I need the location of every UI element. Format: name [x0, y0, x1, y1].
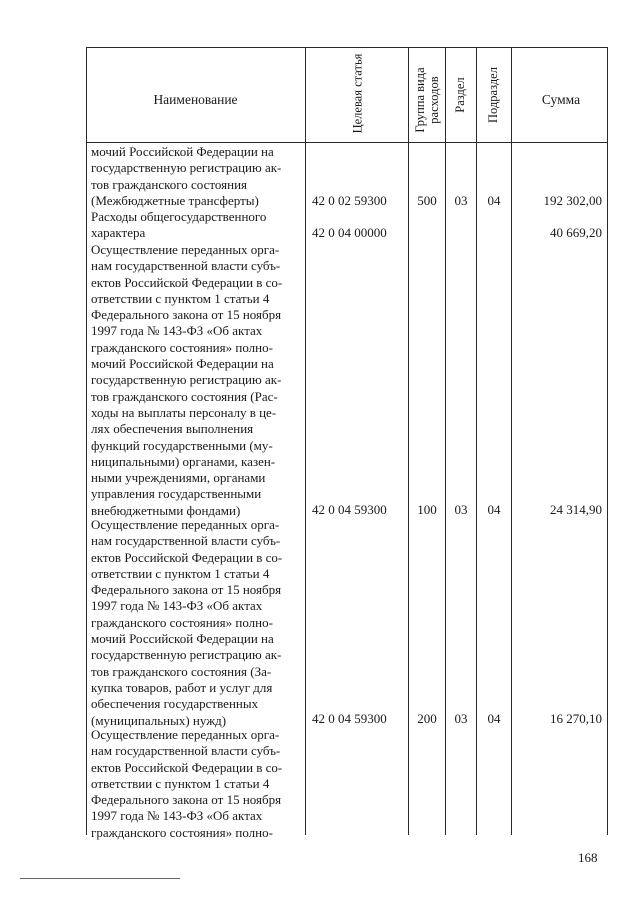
header-group: Группа вида расходов: [413, 67, 441, 133]
desc-line: государственную регистрацию ак-: [91, 372, 282, 388]
row-description: [91, 727, 303, 841]
desc-line: характера: [91, 225, 146, 241]
desc-line: гражданского состояния» полно-: [91, 339, 273, 355]
desc-line: Федерального закона от 15 ноября: [91, 582, 282, 598]
desc-line: ектов Российской Федерации в со-: [91, 274, 283, 290]
row-section: 03: [454, 711, 468, 726]
header-subsection: Подраздел: [486, 67, 500, 123]
desc-line: нам государственной власти субъ-: [91, 258, 281, 274]
header-target: Целевая статья: [350, 53, 365, 134]
desc-line: ектов Российской Федерации в со-: [91, 549, 283, 565]
desc-line: ными учреждениями, органами: [91, 470, 266, 486]
header-name: Наименование: [153, 92, 238, 107]
row-description: [91, 517, 303, 729]
row-section: 03: [454, 502, 468, 517]
desc-line: тов гражданского состояния (Рас-: [91, 388, 278, 404]
desc-line: внебюджетными фондами): [91, 502, 241, 518]
row-group: 500: [417, 193, 437, 208]
row-group: 100: [417, 502, 437, 517]
row-sum: 192 302,00: [543, 193, 602, 208]
desc-line: мочий Российской Федерации на: [91, 144, 274, 159]
desc-line: нам государственной власти субъ-: [91, 533, 281, 549]
row-description: [91, 242, 303, 519]
header-section: Раздел: [453, 77, 467, 113]
footnote-divider: [20, 878, 180, 879]
desc-line: Федерального закона от 15 ноября: [91, 792, 282, 808]
desc-line: Осуществление переданных орга-: [91, 517, 280, 532]
table-top-border: [86, 47, 608, 48]
row-group: 200: [417, 711, 437, 726]
row-description: [91, 144, 303, 209]
col-border-name-target: [305, 47, 306, 835]
desc-line: (Межбюджетные трансферты): [91, 192, 259, 208]
row-target: 42 0 04 00000: [312, 225, 387, 240]
col-border-left: [86, 47, 87, 835]
desc-line: мочий Российской Федерации на: [91, 631, 274, 647]
desc-line: 1997 года № 143-ФЗ «Об актах: [91, 808, 263, 824]
row-subsection: 04: [487, 711, 501, 726]
desc-line: нам государственной власти субъ-: [91, 743, 281, 759]
desc-line: Федерального закона от 15 ноября: [91, 307, 282, 323]
desc-line: Осуществление переданных орга-: [91, 727, 280, 742]
row-target: 42 0 04 59300: [312, 502, 387, 517]
desc-line: ответствии с пунктом 1 статьи 4: [91, 775, 270, 791]
row-sum: 16 270,10: [550, 711, 602, 726]
desc-line: ответствии с пунктом 1 статьи 4: [91, 565, 270, 581]
row-section: 03: [454, 193, 468, 208]
desc-line: обеспечения государственных: [91, 696, 259, 712]
header-sum: Сумма: [541, 92, 581, 107]
desc-line: ходы на выплаты персоналу в це-: [91, 404, 277, 420]
row-sum: 40 669,20: [550, 225, 602, 240]
desc-line: государственную регистрацию ак-: [91, 160, 282, 176]
row-sum: 24 314,90: [550, 502, 602, 517]
row-target: 42 0 04 59300: [312, 711, 387, 726]
desc-line: функций государственными (му-: [91, 437, 273, 453]
desc-line: ектов Российской Федерации в со-: [91, 759, 283, 775]
desc-line: купка товаров, работ и услуг для: [91, 679, 273, 695]
row-description: [91, 209, 303, 242]
desc-line: управления государственными: [91, 486, 262, 502]
desc-line: Осуществление переданных орга-: [91, 242, 280, 257]
desc-line: ответствии с пунктом 1 статьи 4: [91, 290, 270, 306]
header-bottom-border: [86, 142, 608, 143]
desc-line: Расходы общегосударственного: [91, 209, 267, 224]
desc-line: 1997 года № 143-ФЗ «Об актах: [91, 598, 263, 614]
desc-line: ниципальными) органами, казен-: [91, 453, 276, 469]
desc-line: 1997 года № 143-ФЗ «Об актах: [91, 323, 263, 339]
desc-line: государственную регистрацию ак-: [91, 647, 282, 663]
row-target: 42 0 02 59300: [312, 193, 387, 208]
desc-line: гражданского состояния» полно-: [91, 614, 273, 630]
row-subsection: 04: [487, 193, 501, 208]
desc-line: гражданского состояния» полно-: [91, 824, 273, 840]
desc-line: тов гражданского состояния: [91, 176, 248, 192]
col-border-right: [607, 47, 608, 835]
desc-line: лях обеспечения выполнения: [91, 421, 254, 437]
row-subsection: 04: [487, 502, 501, 517]
desc-line: (муниципальных) нужд): [91, 712, 227, 728]
desc-line: мочий Российской Федерации на: [91, 356, 274, 372]
page-number: 168: [578, 850, 598, 865]
desc-line: тов гражданского состояния (За-: [91, 663, 272, 679]
